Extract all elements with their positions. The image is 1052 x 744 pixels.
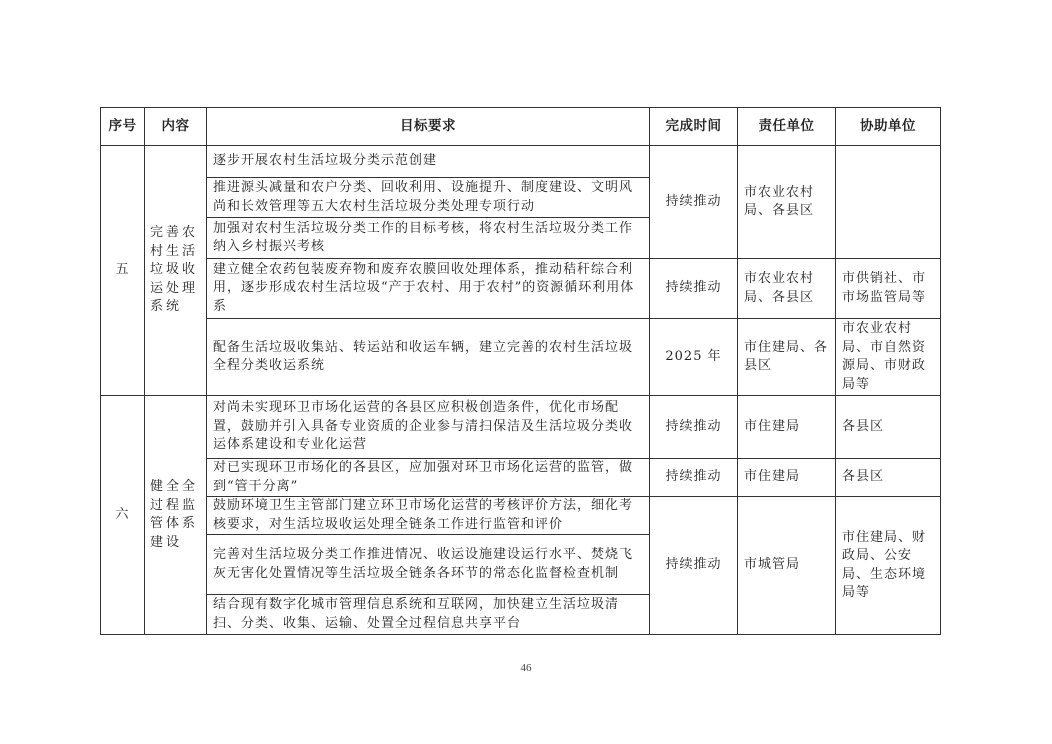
table-row — [101, 146, 941, 178]
goal-cell: 加强对农村生活垃圾分类工作的目标考核，将农村生活垃圾分类工作纳入乡村振兴考核 — [207, 218, 650, 259]
goal-cell: 完善对生活垃圾分类工作推进情况、收运设施建设运行水平、焚烧飞灰无害化处置情况等生活垃圾全链条各环节的常态化监督检查机制 — [207, 535, 650, 595]
section-content: 健全全过程监管体系建设 — [145, 396, 207, 635]
table-row — [101, 497, 941, 535]
header-unit: 责任单位 — [738, 108, 836, 146]
header-seq: 序号 — [101, 108, 145, 146]
goal-cell: 逐步开展农村生活垃圾分类示范创建 — [207, 146, 650, 178]
assist-cell: 市农业农村局、市自然资源局、市财政局等 — [836, 319, 941, 396]
time-cell: 持续推动 — [650, 396, 738, 459]
goal-cell: 对已实现环卫市场化的各县区，应加强对环卫市场化运营的监管，做到“管干分离” — [207, 459, 650, 497]
time-cell: 持续推动 — [650, 497, 738, 635]
table-row — [101, 259, 941, 319]
section-seq: 六 — [101, 396, 145, 635]
time-cell: 2025 年 — [650, 319, 738, 396]
assist-cell: 各县区 — [836, 459, 941, 497]
header-goal: 目标要求 — [207, 108, 650, 146]
time-cell: 持续推动 — [650, 146, 738, 259]
section-content: 完善农村生活垃圾收运处理系统 — [145, 146, 207, 396]
unit-cell: 市住建局 — [738, 396, 836, 459]
table-header-row — [101, 108, 941, 146]
table-row — [101, 459, 941, 497]
unit-cell: 市农业农村局、各县区 — [738, 146, 836, 259]
assist-cell: 市住建局、财政局、公安局、生态环境局等 — [836, 497, 941, 635]
unit-cell: 市住建局、各县区 — [738, 319, 836, 396]
time-cell: 持续推动 — [650, 259, 738, 319]
unit-cell: 市住建局 — [738, 459, 836, 497]
goal-cell: 结合现有数字化城市管理信息系统和互联网，加快建立生活垃圾清扫、分类、收集、运输、处置全过程信息共享平台 — [207, 595, 650, 635]
assist-cell — [836, 146, 941, 259]
unit-cell: 市农业农村局、各县区 — [738, 259, 836, 319]
header-assist: 协助单位 — [836, 108, 941, 146]
assist-cell: 各县区 — [836, 396, 941, 459]
header-content: 内容 — [145, 108, 207, 146]
goal-cell: 对尚未实现环卫市场化运营的各县区应积极创造条件，优化市场配置，鼓励并引入具备专业资质的企业参与清扫保洁及生活垃圾分类收运体系建设和专业化运营 — [207, 396, 650, 459]
unit-cell: 市城管局 — [738, 497, 836, 635]
goal-cell: 建立健全农药包装废弃物和废弃农膜回收处理体系，推动秸秆综合利用，逐步形成农村生活垃圾“产于农村、用于农村”的资源循环利用体系 — [207, 259, 650, 319]
assist-cell: 市供销社、市市场监管局等 — [836, 259, 941, 319]
task-table — [100, 107, 941, 635]
page-number: 46 — [520, 662, 532, 674]
table-row — [101, 396, 941, 459]
time-cell: 持续推动 — [650, 459, 738, 497]
goal-cell: 配备生活垃圾收集站、转运站和收运车辆，建立完善的农村生活垃圾全程分类收运系统 — [207, 319, 650, 396]
header-time: 完成时间 — [650, 108, 738, 146]
section-seq: 五 — [101, 146, 145, 396]
goal-cell: 推进源头减量和农户分类、回收利用、设施提升、制度建设、文明风尚和长效管理等五大农村生活垃圾分类处理专项行动 — [207, 178, 650, 218]
table-row — [101, 319, 941, 396]
goal-cell: 鼓励环境卫生主管部门建立环卫市场化运营的考核评价方法，细化考核要求，对生活垃圾收运处理全链条工作进行监管和评价 — [207, 497, 650, 535]
